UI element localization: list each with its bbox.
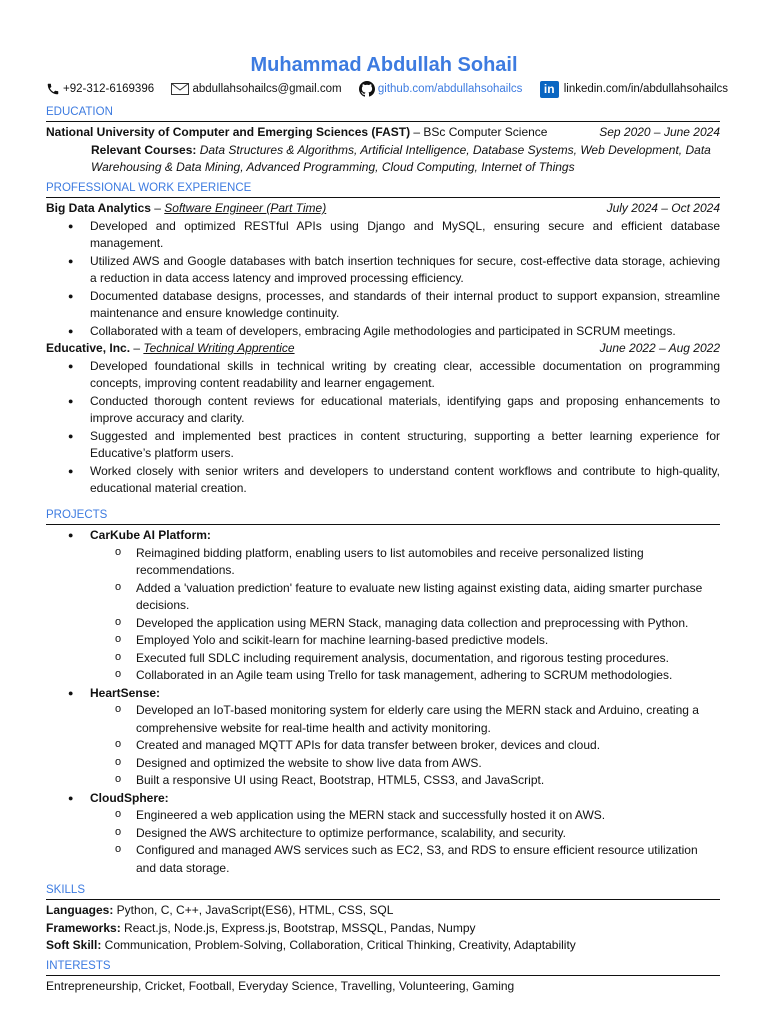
education-section [46,104,720,177]
job-dates: July 2024 – Oct 2024 [606,201,720,215]
skills-languages [46,902,720,920]
company-name: Big Data Analytics [46,201,151,215]
soft-skill-label: Soft Skill: [46,938,102,952]
separator: – [130,341,144,355]
degree: – BSc Computer Science [410,125,548,139]
company-name: Educative, Inc. [46,341,131,355]
linkedin-contact[interactable] [540,80,728,98]
separator: – [150,201,165,215]
github-icon [359,81,375,97]
skills-frameworks [46,920,720,938]
project-bullet: o Developed the application using MERN Stack, managing data collection and preprocessing with Python. [46,615,720,633]
project-bullet: o Executed full SDLC including requirement analysis, documentation, and rigorous testing procedures. [46,650,720,668]
project-bullets [46,545,720,685]
soft-skill-list: Communication, Problem-Solving, Collaboration, Critical Thinking, Creativity, Adaptability [101,938,576,952]
job-bullet: ● Conducted thorough content reviews for educational materials, identifying gaps and proposing enhancements to improve accuracy and clarity. [46,393,720,428]
experience-title: PROFESSIONAL WORK EXPERIENCE [46,180,720,198]
skills-section [46,882,720,955]
project-bullet: o Built a responsive UI using React, Bootstrap, HTML5, CSS3, and JavaScript. [46,772,720,790]
job-bullet: ● Suggested and implemented best practices in content structuring, supporting a better learning experience for Educative’s platform users. [46,428,720,463]
email-contact[interactable] [171,80,341,98]
job-role: Technical Writing Apprentice [143,341,295,355]
job-bullet: ● Utilized AWS and Google databases with batch insertion techniques for secure, cost-effective data storage, achieving a reduction in data access latency and improved processing efficiency. [46,253,720,288]
experience-section [46,180,720,498]
phone-number: +92-312-6169396 [63,83,155,95]
project-name: ● HeartSense: [46,685,720,703]
frameworks-label: Frameworks: [46,920,121,935]
project-name: ● CarKube AI Platform: [46,527,720,545]
project-bullet: o Added a 'valuation prediction' feature to evaluate new listing against existing data, aiding smarter purchase decisions. [46,580,720,615]
resume-name: Muhammad Abdullah Sohail [250,54,518,76]
job-header [46,340,720,358]
contact-bar [46,80,728,98]
job-bullet: ● Documented database designs, processes, and standards of their internal product to support expansion, streamline maintenance and ensure knowledge continuity. [46,288,720,323]
education-row [46,124,720,142]
education-dates: Sep 2020 – June 2024 [599,125,720,139]
project-bullet: o Employed Yolo and scikit-learn for machine learning-based predictive models. [46,632,720,650]
github-contact[interactable] [359,80,522,98]
education-title: EDUCATION [46,104,720,122]
job-bullet: ● Collaborated with a team of developers, embracing Agile methodologies and participated in SCRUM meetings. [46,323,720,341]
project-bullet: o Engineered a web application using the MERN stack and successfully hosted it on AWS. [46,807,720,825]
frameworks-list: React.js, Node.js, Express.js, Bootstrap, MSSQL, Pandas, Numpy [120,920,476,935]
project-bullets [46,702,720,790]
job-bullet: ● Worked closely with senior writers and developers to understand content workflows and contribute to high-quality, educational material creation. [46,463,720,498]
project-bullet: o Designed the AWS architecture to optimize performance, scalability, and security. [46,825,720,843]
skills-title: SKILLS [46,882,720,900]
job-role: Software Engineer (Part Time) [164,201,327,215]
interests-list: Entrepreneurship, Cricket, Football, Everyday Science, Travelling, Volunteering, Gaming [46,979,515,993]
projects-section [46,507,720,877]
project-bullet: o Collaborated in an Agile team using Trello for task management, adhering to SCRUM methodologies. [46,667,720,685]
project-bullet: o Created and managed MQTT APIs for data transfer between broker, devices and cloud. [46,737,720,755]
job-header [46,200,720,218]
project-bullet: o Designed and optimized the website to show live data from AWS. [46,755,720,773]
github-link[interactable]: github.com/abdullahsohailcs [377,83,523,95]
job-bullet: ● Developed and optimized RESTful APIs using Django and MySQL, ensuring secure and efficient database management. [46,218,720,253]
courses-label: Relevant Courses: [91,142,197,157]
job-bullets [46,218,720,341]
interests-section [46,958,720,996]
school-name: National University of Computer and Emerging Sciences (FAST) [46,125,411,139]
job-bullet: ● Developed foundational skills in technical writing by creating clear, accessible documentation on programming concepts, improving content readability and learner engagement. [46,358,720,393]
phone-icon [46,82,60,96]
email-address[interactable]: abdullahsohailcs@gmail.com [192,83,342,95]
skills-soft [46,937,720,955]
linkedin-link[interactable]: linkedin.com/in/abdullahsohailcs [563,83,728,95]
languages-list: Python, C, C++, JavaScript(ES6), HTML, CSS, SQL [113,903,394,917]
projects-title: PROJECTS [46,507,720,525]
project-name: ● CloudSphere: [46,790,720,808]
languages-label: Languages: [46,903,114,917]
project-bullet: o Reimagined bidding platform, enabling users to list automobiles and receive personalized listing recommendations. [46,545,720,580]
envelope-icon [171,83,189,95]
job-dates: June 2022 – Aug 2022 [599,341,720,355]
interests-title: INTERESTS [46,958,720,976]
project-bullet: o Developed an IoT-based monitoring system for elderly care using the MERN stack and Arduino, creating a comprehensive website for real-time health and activity monitoring. [46,702,720,737]
project-bullets [46,807,720,877]
courses-list: Data Structures & Algorithms, Artificial Intelligence, Database Systems, Web Development, Data Warehousing & Data Mining, Advanced Programming, Cloud Computing, Internet of Things [91,142,711,174]
linkedin-icon: in [540,81,559,98]
phone-contact [46,80,154,98]
job-bullets [46,358,720,498]
relevant-courses [46,142,720,177]
project-bullet: o Configured and managed AWS services such as EC2, S3, and RDS to ensure efficient resource utilization and data storage. [46,842,720,877]
